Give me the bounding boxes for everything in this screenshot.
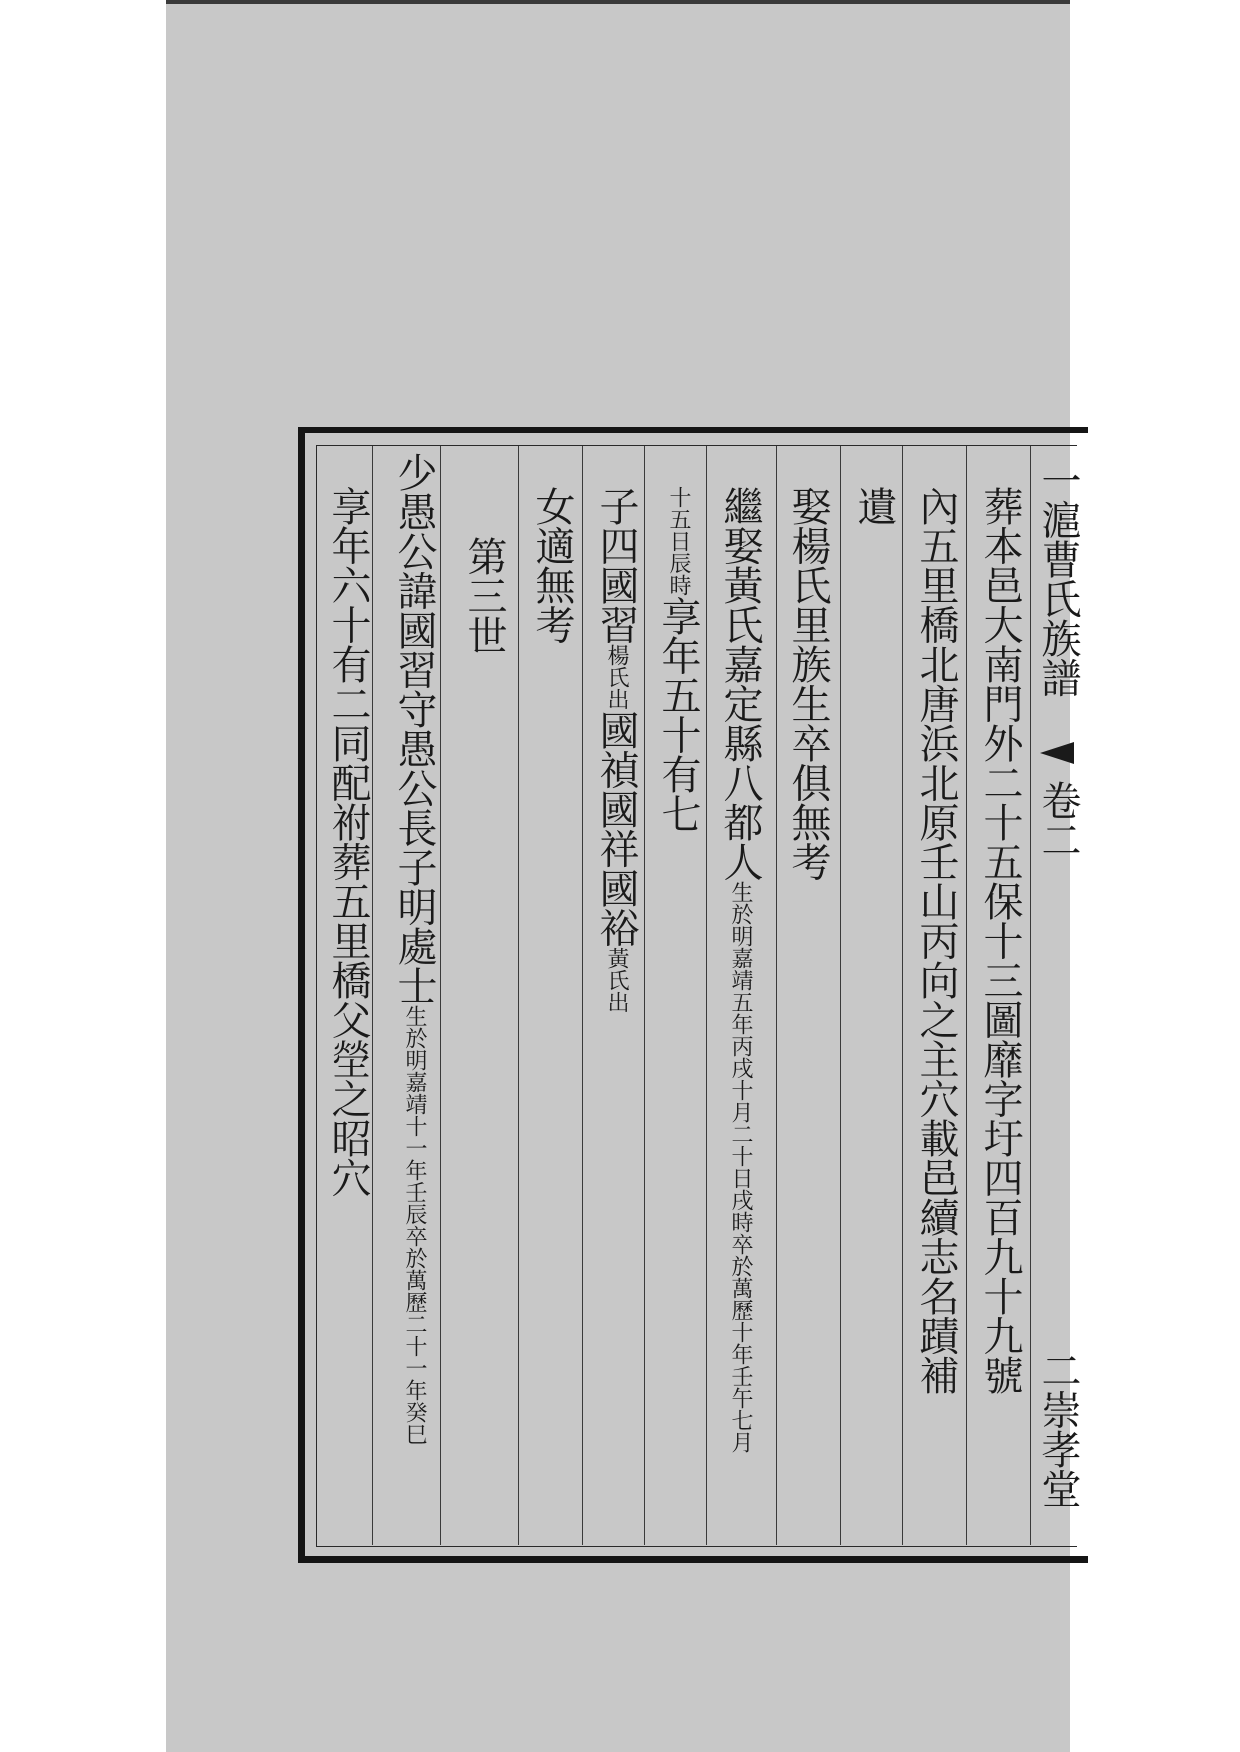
column-rule [644, 446, 645, 1545]
annotation [664, 486, 692, 596]
text-column [712, 486, 768, 1453]
text-column: 享年六十有二同配祔葬五里橋父塋之昭穴 [325, 486, 371, 1197]
text-column [588, 486, 644, 1013]
column-rule [966, 446, 967, 1545]
annotation-right: 十五日 [666, 486, 691, 552]
annotation-left: 辰時 [666, 552, 691, 596]
text-column [650, 486, 706, 833]
page-top-edge [166, 0, 1070, 4]
annotation-right: 黃氏 [604, 947, 629, 991]
main-text: 享年五十有七 [655, 596, 701, 833]
annotation-left: 日戌時卒於萬歷十年壬午七月 [728, 1167, 753, 1453]
column-rule [902, 446, 903, 1545]
column-rule [706, 446, 707, 1545]
text-column: 內五里橋北唐浜北原壬山丙向之主穴載邑續志名蹟補 [913, 486, 959, 1395]
annotation-left: 卒於萬歷二十一年癸巳 [402, 1225, 427, 1445]
text-column: 葬本邑大南門外二十五保十三圖靡字圩四百九十九號 [977, 486, 1023, 1395]
text-column: 娶楊氏里族生卒俱無考 [785, 486, 831, 881]
annotation-left: 出 [604, 688, 629, 710]
annotation-right: 生於明嘉靖五年丙戌十月二十 [728, 881, 753, 1167]
main-text: 繼娶黃氏嘉定縣八都人 [717, 486, 763, 881]
column-rule [840, 446, 841, 1545]
annotation-right: 生於明嘉靖十一年壬辰 [402, 1005, 427, 1225]
header-hall: 二崇孝堂 [1035, 1350, 1081, 1508]
annotation [400, 1005, 428, 1445]
annotation [602, 644, 630, 710]
text-column [386, 452, 442, 1445]
text-column: 女適無考 [529, 486, 575, 644]
column-rule [518, 446, 519, 1545]
column-rule [582, 446, 583, 1545]
column-rule [776, 446, 777, 1545]
text-column: 遺 [851, 486, 897, 526]
main-text: 少愚公諱國習守愚公長子明處士 [391, 452, 437, 1005]
annotation [602, 947, 630, 1013]
annotation-left: 出 [604, 991, 629, 1013]
generation-heading: 第三世 [461, 536, 507, 655]
header-title: 一滬曹氏族譜 [1035, 460, 1081, 697]
annotation-right: 楊氏 [604, 644, 629, 688]
header-volume: 卷二 [1035, 780, 1081, 859]
main-text: 子四國習 [593, 486, 639, 644]
annotation [726, 881, 754, 1453]
main-text: 國禎國祥國裕 [593, 710, 639, 947]
